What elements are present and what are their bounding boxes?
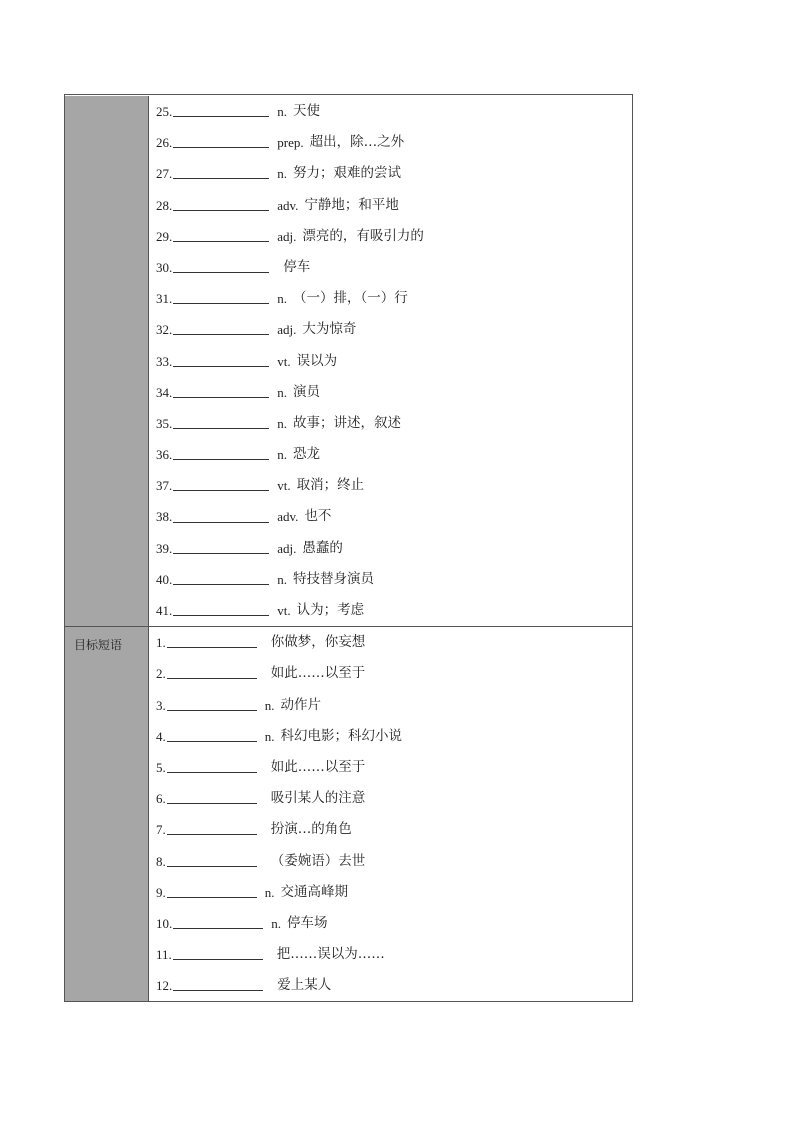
answer-blank[interactable] (167, 803, 257, 804)
chinese-meaning: 停车场 (287, 914, 328, 931)
chinese-meaning: 愚蠢的 (302, 539, 343, 556)
part-of-speech: adv. (277, 197, 299, 213)
part-of-speech: vt. (277, 603, 291, 618)
list-item (156, 158, 632, 189)
list-item (156, 533, 632, 564)
chinese-meaning: 交通高峰期 (280, 883, 348, 900)
answer-blank[interactable] (173, 584, 269, 585)
list-item (156, 439, 632, 470)
answer-blank[interactable] (173, 241, 269, 242)
list-item (156, 814, 632, 845)
part-of-speech: n. (277, 415, 287, 431)
item-number: 11. (156, 947, 172, 963)
chinese-meaning: 也不 (304, 508, 332, 525)
list-item (156, 970, 632, 1001)
answer-blank[interactable] (167, 897, 257, 898)
part-of-speech: adj. (277, 228, 297, 244)
list-item (156, 877, 632, 908)
part-of-speech: n. (264, 884, 275, 900)
list-item (156, 846, 632, 877)
chinese-meaning: 漂亮的，有吸引力的 (302, 227, 424, 244)
item-number: 38. (156, 509, 173, 525)
part-of-speech: n. (277, 384, 287, 400)
chinese-meaning: 动作片 (280, 696, 321, 713)
part-of-speech: n. (271, 915, 281, 931)
item-number: 36. (156, 447, 173, 463)
part-of-speech: adj. (277, 322, 297, 338)
answer-blank[interactable] (167, 866, 257, 867)
answer-blank[interactable] (173, 553, 269, 554)
part-of-speech: n. (277, 166, 287, 182)
chinese-meaning: 取消；终止 (296, 477, 365, 494)
list-item (156, 658, 632, 689)
list-item (156, 252, 632, 283)
list-item (156, 221, 632, 252)
chinese-meaning: 吸引某人的注意 (270, 790, 366, 807)
item-number: 1. (156, 635, 166, 651)
answer-blank[interactable] (173, 147, 269, 148)
list-item (156, 627, 632, 658)
list-item (156, 939, 632, 970)
item-number: 28. (156, 197, 173, 213)
chinese-meaning: 宁静地；和平地 (304, 196, 399, 213)
list-item (156, 783, 632, 814)
phrase-section-label: 目标短语 (74, 638, 123, 653)
list-item (156, 377, 632, 408)
chinese-meaning: 科幻电影；科幻小说 (280, 727, 402, 744)
item-number: 30. (156, 259, 173, 275)
item-number: 2. (156, 666, 166, 682)
item-number: 39. (156, 540, 173, 556)
chinese-meaning: 超出，除…之外 (309, 134, 405, 151)
item-number: 12. (156, 978, 173, 994)
phrase-items (149, 627, 632, 1001)
list-item (156, 283, 632, 314)
part-of-speech: n. (277, 447, 287, 463)
chinese-meaning: 认为；考虑 (296, 602, 365, 618)
item-number: 33. (156, 353, 173, 369)
chinese-meaning: 大为惊奇 (302, 321, 357, 338)
answer-blank[interactable] (173, 116, 269, 117)
item-number: 41. (156, 603, 173, 618)
answer-blank[interactable] (173, 990, 263, 991)
answer-blank[interactable] (173, 210, 269, 211)
vocab-items (149, 96, 632, 626)
answer-blank[interactable] (173, 178, 269, 179)
chinese-meaning: 扮演…的角色 (270, 821, 352, 838)
item-number: 10. (156, 915, 173, 931)
chinese-meaning: 爱上某人 (277, 977, 332, 994)
list-item (156, 721, 632, 752)
list-item (156, 595, 632, 626)
list-item (156, 96, 632, 127)
vocab-side-cell (65, 96, 149, 626)
chinese-meaning: 如此……以至于 (270, 758, 366, 775)
list-item (156, 127, 632, 158)
item-number: 31. (156, 291, 173, 307)
answer-blank[interactable] (167, 647, 257, 648)
item-number: 26. (156, 135, 173, 151)
item-number: 9. (156, 884, 166, 900)
list-item (156, 314, 632, 345)
answer-blank[interactable] (167, 772, 257, 773)
item-number: 3. (156, 697, 166, 713)
chinese-meaning: 停车 (283, 258, 311, 275)
item-number: 37. (156, 478, 173, 494)
part-of-speech: vt. (277, 353, 291, 369)
item-number: 5. (156, 759, 166, 775)
chinese-meaning: 演员 (293, 383, 320, 400)
list-item (156, 501, 632, 532)
chinese-meaning: 把……误以为…… (276, 946, 385, 963)
answer-blank[interactable] (167, 834, 257, 835)
answer-blank[interactable] (173, 366, 269, 367)
item-number: 32. (156, 322, 173, 338)
list-item (156, 190, 632, 221)
item-number: 6. (156, 791, 166, 807)
answer-blank[interactable] (173, 928, 263, 929)
item-number: 34. (156, 384, 173, 400)
chinese-meaning: （委婉语）去世 (270, 852, 366, 869)
item-number: 8. (156, 853, 166, 869)
answer-blank[interactable] (173, 615, 269, 616)
answer-blank[interactable] (173, 428, 269, 429)
answer-blank[interactable] (173, 272, 269, 273)
answer-blank[interactable] (167, 741, 257, 742)
vocab-section (65, 95, 632, 627)
chinese-meaning: 你做梦，你妄想 (270, 634, 366, 651)
part-of-speech: vt. (277, 478, 291, 494)
list-item (156, 690, 632, 721)
answer-blank[interactable] (173, 334, 269, 335)
part-of-speech: adv. (277, 509, 299, 525)
answer-blank[interactable] (167, 678, 257, 679)
chinese-meaning: 如此……以至于 (270, 665, 366, 682)
chinese-meaning: （一）排，（一）行 (293, 290, 408, 307)
list-item (156, 470, 632, 501)
answer-blank[interactable] (173, 459, 269, 460)
item-number: 29. (156, 228, 173, 244)
part-of-speech: prep. (277, 135, 304, 151)
answer-blank[interactable] (173, 522, 269, 523)
vocabulary-table (64, 94, 633, 1002)
list-item (156, 408, 632, 439)
part-of-speech: n. (277, 104, 287, 119)
chinese-meaning: 恐龙 (293, 446, 320, 463)
chinese-meaning: 故事；讲述，叙述 (293, 414, 401, 431)
item-number: 4. (156, 728, 166, 744)
chinese-meaning: 特技替身演员 (293, 570, 374, 587)
list-item (156, 564, 632, 595)
answer-blank[interactable] (173, 959, 263, 960)
phrase-side-cell (65, 627, 149, 1001)
part-of-speech: adj. (277, 540, 297, 556)
answer-blank[interactable] (173, 303, 269, 304)
chinese-meaning: 努力；艰难的尝试 (293, 165, 401, 182)
answer-blank[interactable] (167, 710, 257, 711)
answer-blank[interactable] (173, 397, 269, 398)
part-of-speech: n. (277, 291, 287, 307)
item-number: 25. (156, 104, 173, 119)
item-number: 7. (156, 822, 166, 838)
part-of-speech: n. (277, 571, 287, 587)
list-item (156, 346, 632, 377)
list-item (156, 908, 632, 939)
item-number: 35. (156, 415, 173, 431)
part-of-speech: n. (264, 728, 275, 744)
phrase-section (65, 627, 632, 1001)
item-number: 27. (156, 166, 173, 182)
part-of-speech: n. (264, 697, 275, 713)
chinese-meaning: 误以为 (296, 352, 338, 369)
answer-blank[interactable] (173, 490, 269, 491)
item-number: 40. (156, 571, 173, 587)
chinese-meaning: 天使 (293, 103, 320, 119)
list-item (156, 752, 632, 783)
